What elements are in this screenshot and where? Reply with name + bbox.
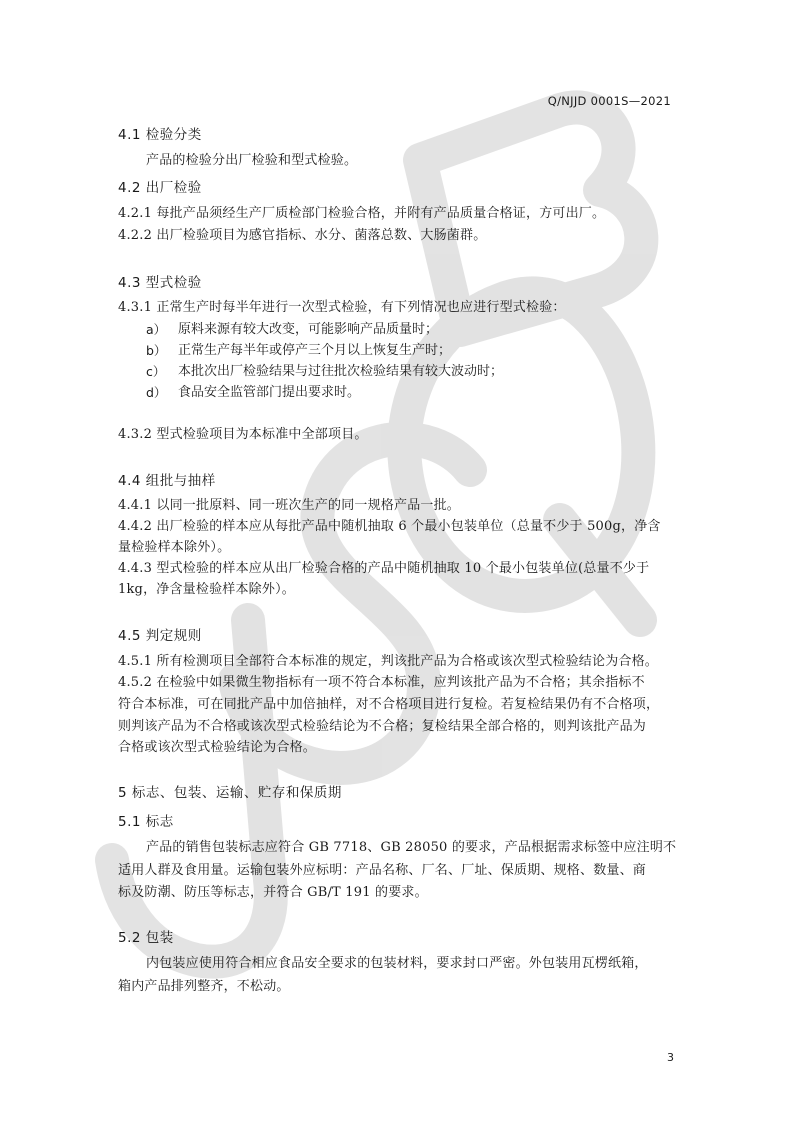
paragraph-continuation: 则判该产品为不合格或该次型式检验结论为不合格；复检结果全部合格的，则判该批产品为 xyxy=(118,719,647,734)
paragraph: 4.2.1 每批产品须经生产厂质检部门检验合格，并附有产品质量合格证，方可出厂。 xyxy=(118,206,606,221)
list-item-mark: b） xyxy=(146,343,167,358)
list-item-mark: c） xyxy=(146,364,166,379)
section-title-4-5: 4.5 判定规则 xyxy=(118,628,202,644)
section-title-5-2: 5.2 包装 xyxy=(118,930,174,946)
paragraph: 4.4.2 出厂检验的样本应从每批产品中随机抽取 6 个最小包装单位（总量不少于 500g，净含 xyxy=(118,519,661,534)
paragraph: 4.3.2 型式检验项目为本标准中全部项目。 xyxy=(118,427,368,442)
list-item: 正常生产每半年或停产三个月以上恢复生产时； xyxy=(178,343,452,358)
paragraph: 4.5.2 在检验中如果微生物指标有一项不符合本标准，应判该批产品为不合格；其余指标不 xyxy=(118,675,645,690)
section-title-5-1: 5.1 标志 xyxy=(118,814,174,830)
list-item: 本批次出厂检验结果与过往批次检验结果有较大波动时； xyxy=(178,364,504,379)
list-item: 原料来源有较大改变，可能影响产品质量时； xyxy=(178,322,439,337)
paragraph: 4.4.1 以同一批原料、同一班次生产的同一规格产品一批。 xyxy=(118,498,461,513)
paragraph-continuation: 标及防潮、防压等标志，并符合 GB/T 191 的要求。 xyxy=(118,885,428,900)
paragraph: 产品的检验分出厂检验和型式检验。 xyxy=(146,153,358,168)
paragraph-continuation: 量检验样本除外）。 xyxy=(118,540,231,555)
standard-code: Q/NJJD 0001S—2021 xyxy=(547,94,671,108)
paragraph: 4.4.3 型式检验的样本应从出厂检验合格的产品中随机抽取 10 个最小包装单位(总量不少于 xyxy=(118,561,650,576)
list-item-mark: a） xyxy=(146,322,167,337)
paragraph: 4.3.1 正常生产时每半年进行一次型式检验，有下列情况也应进行型式检验： xyxy=(118,300,566,315)
paragraph-continuation: 箱内产品排列整齐，不松动。 xyxy=(118,979,290,994)
paragraph: 4.5.1 所有检测项目全部符合本标准的规定，判该批产品为合格或该次型式检验结论为合格。 xyxy=(118,654,659,669)
paragraph: 产品的销售包装标志应符合 GB 7718、GB 28050 的要求，产品根据需求标签中应注明不 xyxy=(146,840,677,855)
paragraph: 内包装应使用符合相应食品安全要求的包装材料，要求封口严密。外包装用瓦楞纸箱， xyxy=(146,956,648,971)
list-item-mark: d） xyxy=(146,385,167,400)
paragraph-continuation: 合格或该次型式检验结论为合格。 xyxy=(118,740,317,755)
paragraph-continuation: 1kg，净含量检验样本除外）。 xyxy=(118,582,295,597)
paragraph-continuation: 符合本标准，可在同批产品中加倍抽样，对不合格项目进行复检。若复检结果仍有不合格项， xyxy=(118,697,660,712)
section-title-4-3: 4.3 型式检验 xyxy=(118,275,202,291)
paragraph-continuation: 适用人群及食用量。运输包装外应标明：产品名称、厂名、厂址、保质期、规格、数量、商 xyxy=(118,863,647,878)
page-number: 3 xyxy=(667,1051,674,1064)
list-item: 食品安全监管部门提出要求时。 xyxy=(178,385,361,400)
section-title-4-4: 4.4 组批与抽样 xyxy=(118,473,216,489)
section-title-4-1: 4.1 检验分类 xyxy=(118,127,202,143)
paragraph: 4.2.2 出厂检验项目为感官指标、水分、菌落总数、大肠菌群。 xyxy=(118,228,487,243)
chapter-title-5: 5 标志、包装、运输、贮存和保质期 xyxy=(118,785,342,801)
section-title-4-2: 4.2 出厂检验 xyxy=(118,180,202,196)
